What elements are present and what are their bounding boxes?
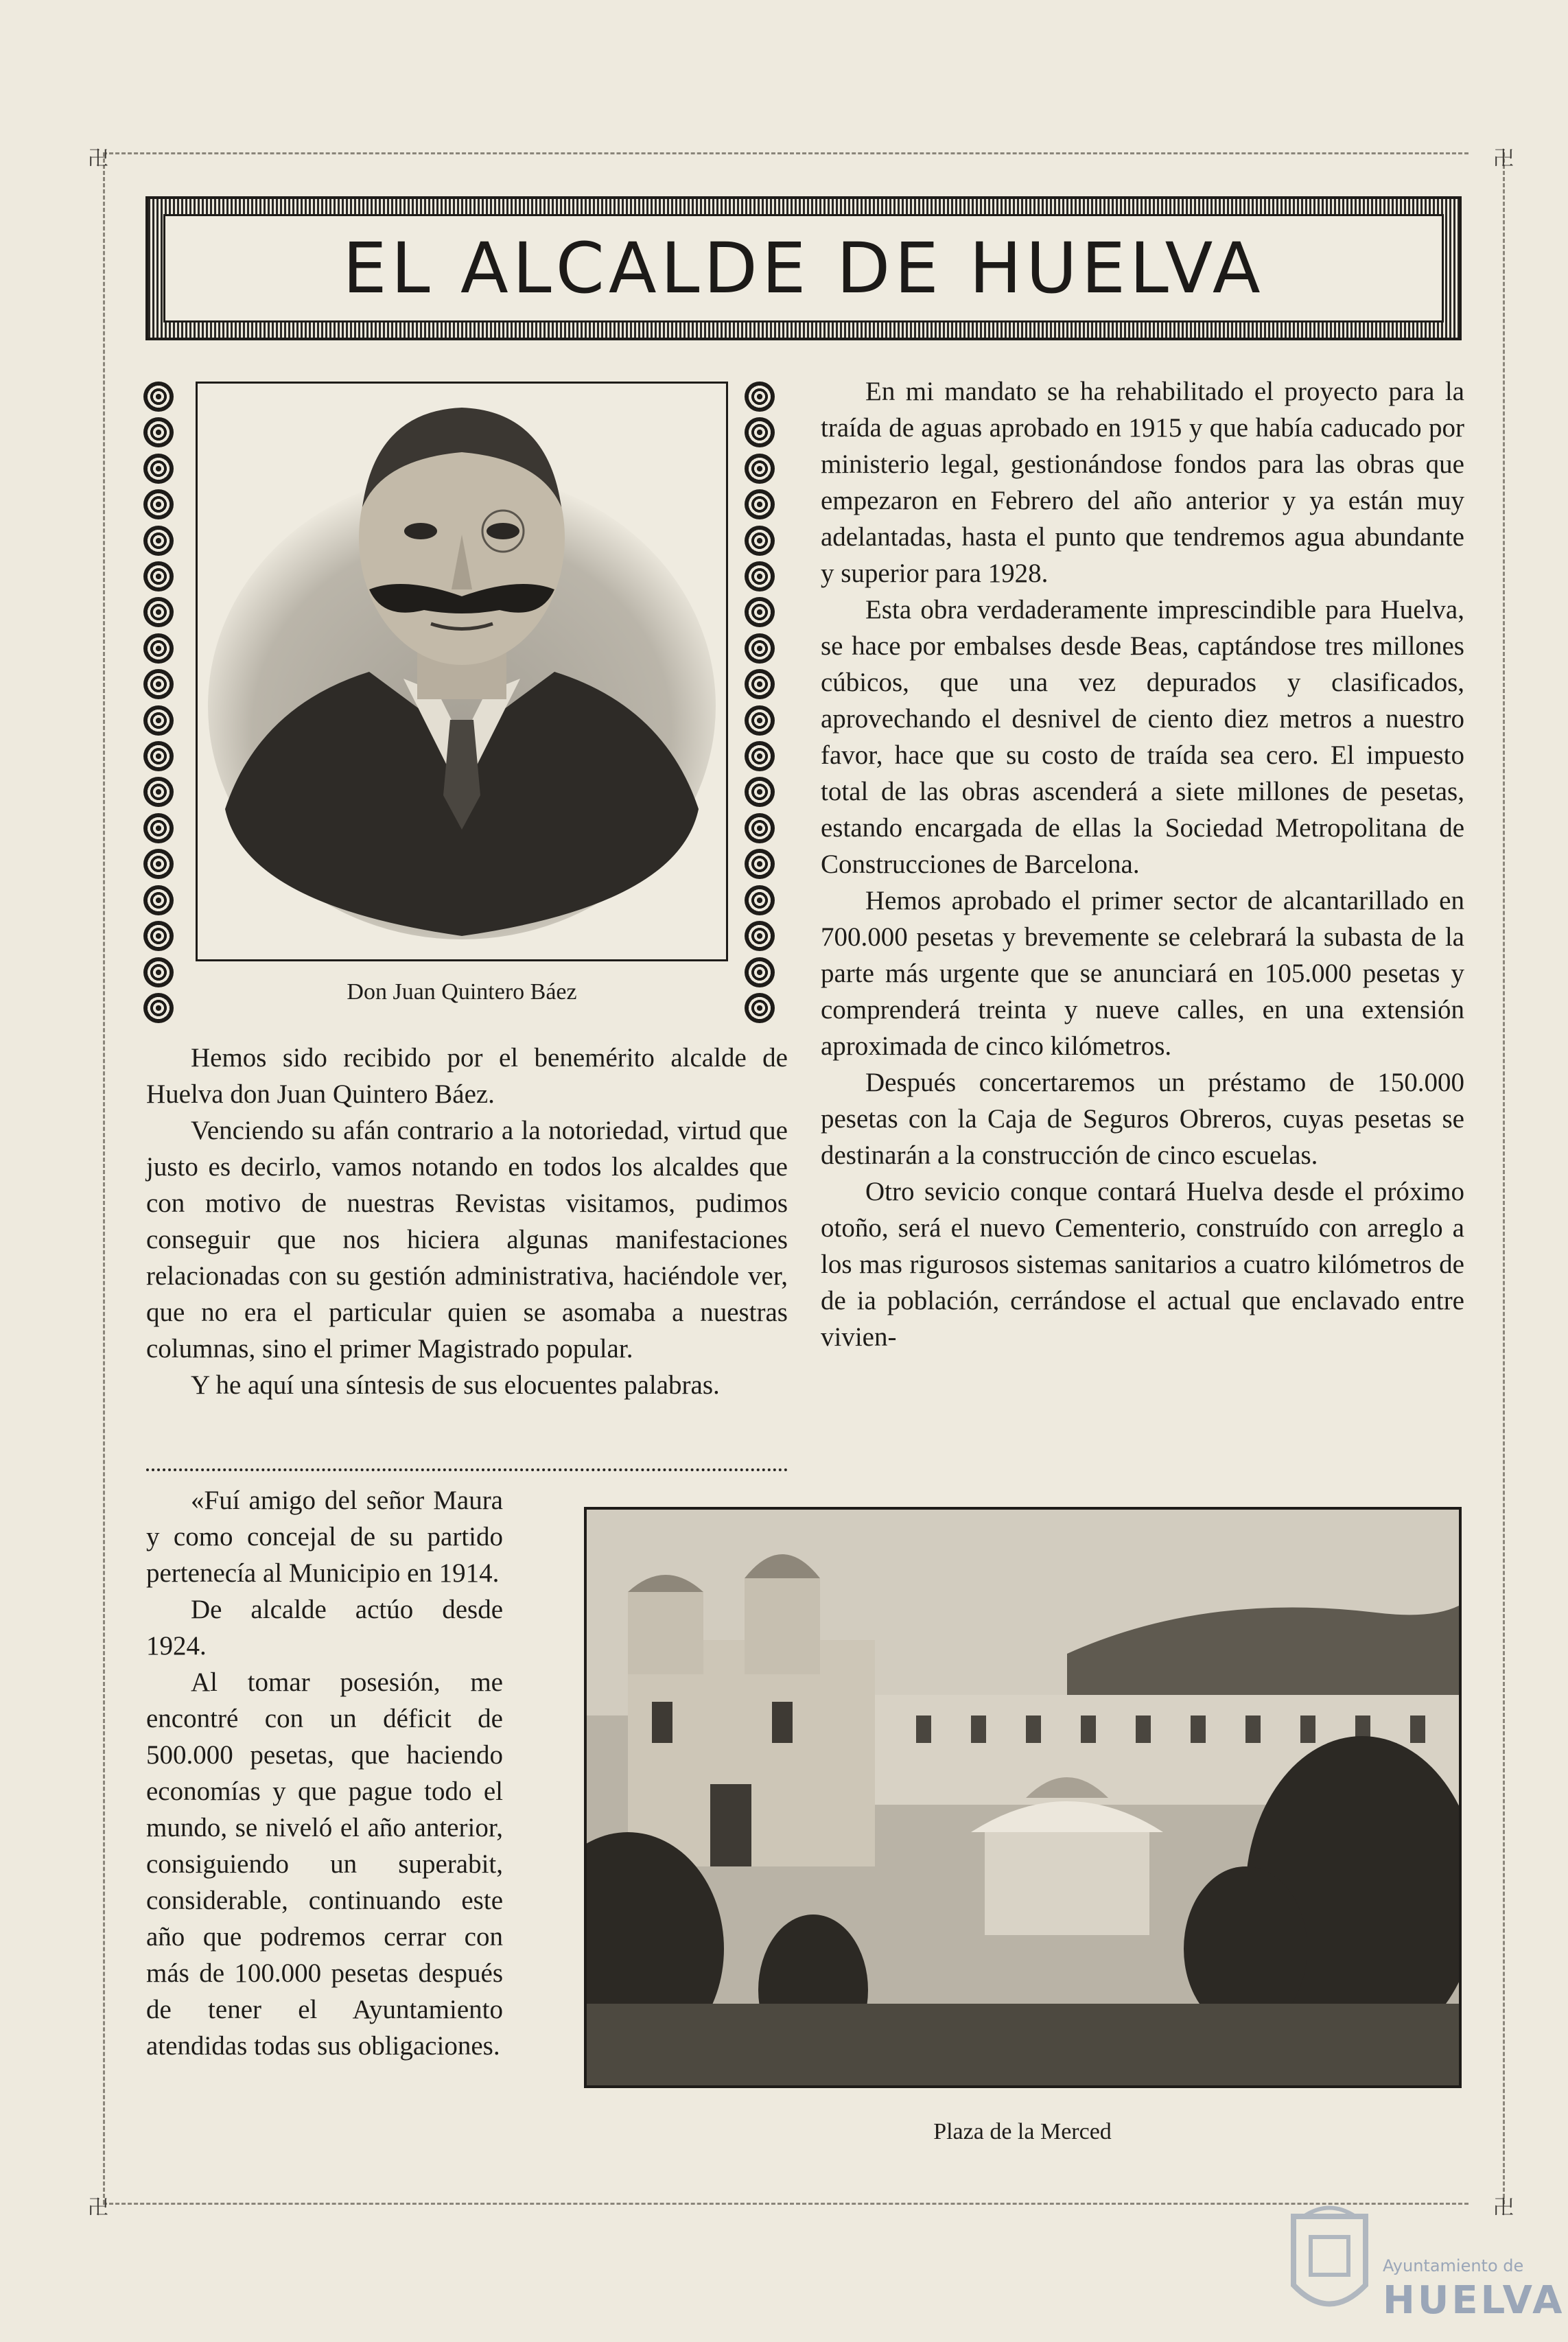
watermark-small-text: Ayuntamiento de [1383,2256,1524,2275]
title-banner [145,196,1462,340]
right-text-column [821,373,1464,1355]
paragraph: De alcalde actúo desde 1924. [146,1595,503,1661]
dotted-separator [146,1468,788,1471]
corner-ornament: 卍 [88,2196,108,2220]
left-text-column [146,1040,788,1403]
portrait-caption: Don Juan Quintero Báez [347,979,577,1005]
paragraph: Hemos sido recibido por el benemérito alcalde de Huelva don Juan Quintero Báez. [146,1043,788,1109]
portrait-photo [196,382,728,961]
paragraph: Y he aquí una síntesis de sus elocuentes palabras. [191,1370,720,1400]
plaza-image [587,1510,1459,2085]
paragraph: «Fuí amigo del señor Maura y como concejal de su partido pertenecía al Municipio en 1914. [146,1486,503,1588]
corner-ornament: 卍 [1493,2196,1514,2220]
plaza-photo-caption: Plaza de la Merced [933,2119,1112,2144]
ornament-column-left [141,382,176,1023]
paragraph: Otro sevicio conque contará Huelva desde el próximo otoño, será el nuevo Cementerio, construído con arreglo a los mas rigurosos sistemas sanitarios a cuatro kilómetros de de ia población, cerrándose el actual que enclavado entre vivien- [821,1177,1464,1352]
frame-bottom-line [103,2203,1468,2205]
portrait-image [198,384,726,959]
paragraph: Hemos aprobado el primer sector de alcantarillado en 700.000 pesetas y brevemente se celebrará la subasta de la parte más urgente que se anunciará en 105.000 pesetas y comprenderá treinta y nueve calles, en una extensión aproximada de cinco kilómetros. [821,886,1464,1061]
watermark-big-text: HUELVA [1383,2278,1565,2323]
page-title: EL ALCALDE DE HUELVA [342,227,1265,309]
portrait-block [141,382,783,1023]
frame-right-line [1503,152,1505,2204]
paragraph: Al tomar posesión, me encontré con un déficit de 500.000 pesetas, que haciendo economías y que pague todo el mundo, se niveló el año anterior, consiguiendo un superabit, considerable, continuando este año que podremos cerrar con más de 100.000 pesetas después de tener el Ayuntamiento atendidas todas sus obligaciones. [146,1667,503,2061]
corner-ornament: 卍 [1493,147,1514,171]
title-panel [163,214,1444,323]
corner-ornament: 卍 [88,147,108,171]
frame-top-line [103,152,1468,154]
paragraph: Esta obra verdaderamente imprescindible para Huelva, se hace por embalses desde Beas, captándose tres millones cúbicos, que una vez depurados y clasificados, aprovechando el desnivel de ciento diez metros a nuestro favor, hace que su costo de traída sea cero. El impuesto total de las obras ascenderá a siete millones de pesetas, estando encargada de ellas la Sociedad Metropolitana de Construcciones de Barcelona. [821,595,1464,879]
paragraph: Después concertaremos un préstamo de 150.000 pesetas con la Caja de Seguros Obreros, cuyas pesetas se destinarán a la construcción de cinco escuelas. [821,1068,1464,1170]
plaza-photo [584,1507,1462,2088]
ornament-column-right [742,382,777,1023]
frame-left-line [103,152,105,2204]
paragraph: En mi mandato se ha rehabilitado el proyecto para la traída de aguas aprobado en 1915 y que había caducado por ministerio legal, gestionándose fondos para las obras que empezaron en Febrero del año anterior y ya están muy adelantadas, hasta el punto que tendremos agua abundante y superior para 1928. [821,377,1464,588]
paragraph: Venciendo su afán contrario a la notoriedad, virtud que justo es decirlo, vamos notando en todos los alcaldes que con motivo de nuestras Revistas visitamos, pudimos conseguir que nos hiciera algunas manifestaciones relacionadas con su gestión administrativa, haciéndole ver, que no era el particular quien se asomaba a nuestras columnas, sino el primer Magistrado popular. [146,1116,788,1363]
quote-text-column [146,1482,503,2064]
